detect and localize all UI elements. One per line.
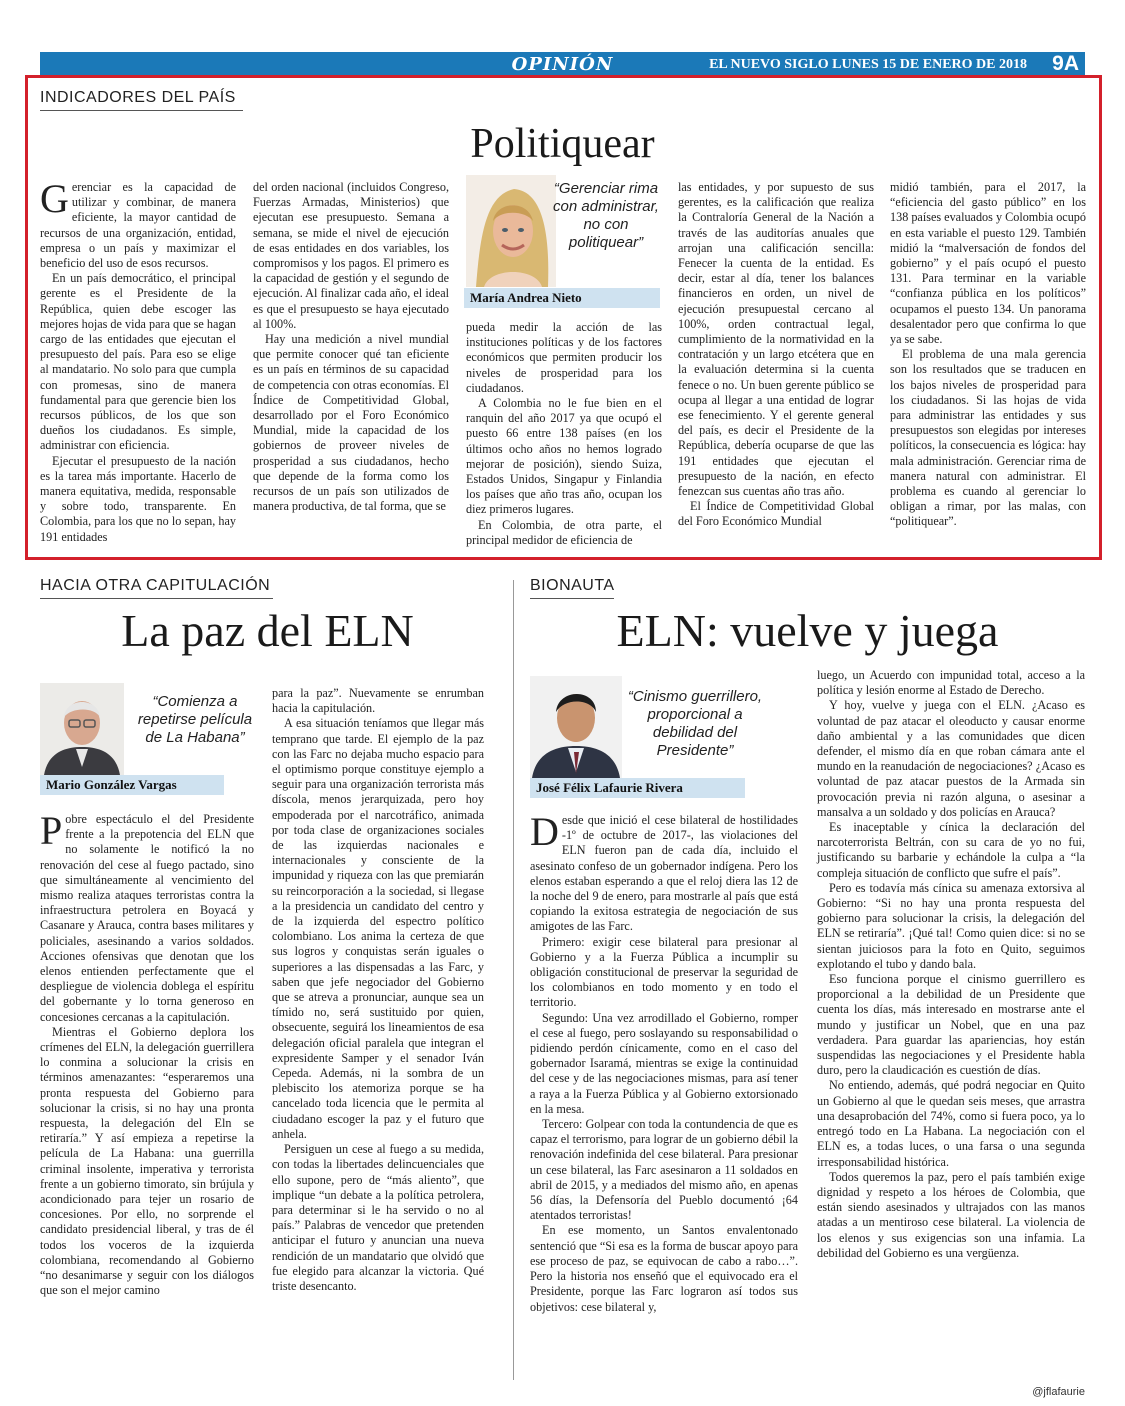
article2-author-photo: [40, 683, 124, 775]
article3-col2-p5: Eso funciona porque el cinismo guerrillero es proporcional a la debilidad de un Presidente que cuenta los días, más interesado en mostrarse ante el mundo y justificar un Nobel, que en una paz verdadera. Para guardar las apariencias, hoy están suspendidas las negociaciones y el Presidente habla duro, pero la claudicación es cuestión de días.: [817, 972, 1085, 1078]
article1-author-name: María Andrea Nieto: [464, 288, 660, 308]
article1-kicker: INDICADORES DEL PAÍS: [40, 89, 236, 106]
article1-col5-p1: midió también, para el 2017, la “eficiencia del gasto público” en los 138 países evaluados y Colombia ocupó en esta variable el puesto 129. También midió la “malversación de fondos del gobierno” y el país ocupó el puesto 131. Para terminar en la variable “confianza pública en los políticos” ocupamos el puesto 134. Un panorama desalentador pero que confirma lo que ya se sabe.: [890, 180, 1086, 347]
section-name: OPINIÓN: [511, 54, 614, 75]
article1-col1-p1: [40, 176, 236, 271]
article2-drop-cap: P: [40, 808, 63, 853]
article1-col2-p2: Hay una medición a nivel mundial que permite conocer qué tan eficiente es un país en términos de su capacidad de competencia con otras economías. El Índice de Competitividad Global, desarrollado por el Foro Económico Mundial, mide la capacidad de los gobiernos de proveer niveles de prosperidad a sus ciudadanos, hecho que depende de la forma como los recursos de un país son utilizados de manera productiva, de tal forma, que se: [253, 332, 449, 514]
article3-col1-p1: [530, 809, 798, 935]
article2-column-2: [272, 686, 484, 1294]
article2-kicker: HACIA OTRA CAPITULACIÓN: [40, 577, 271, 594]
article2-col2-p2: A esa situación teníamos que llegar más temprano que tarde. El ejemplo de la paz con las Farc no dejaba mucho espacio para el optimismo porque constituye ejemplo a seguir para una organización terrorista más díscola, menos jerarquizada, pero hoy empoderada por el narcotráfico, animada por toda clase de organizaciones sociales de las izquierdas nacionales e internacionales y consciente de la impunidad y riqueza con las que premiarán su reincorporación a la sociedad, si llegase a la presidencia un candidato del centro y de la izquierda del espectro político colombiano. Los anima la certeza de que sus logros y conquistas serán iguales o superiores a las dispensadas a las Farc, y saben que jefe negociador del Gobierno que se atreva a pronunciar, aunque sea un tímido no, será sustituido por quien, obsecuente, seguirá los lineamientos de esa delegación oficial paralela que integran el expresidente Samper y el senador Iván Cepeda. Además, ni la sombra de un plebiscito los atemoriza porque se ha cancelado toda licencia que le permita al ciudadano escoger la paz y el futuro que anhela.: [272, 716, 484, 1141]
article2-col1-p2: Mientras el Gobierno deplora los crímenes del ELN, la delegación guerrillera lo conmina a solucionar la crisis en términos amenazantes: “esperaremos una pronta respuesta del Gobierno para solucionar la crisis, si no hay una pronta respuesta, la delegación del Eln se retiraría.” Y así empieza a repetirse la película de La Habana: una guerrilla criminal insolente, imperativa y terrorista frente a un gobierno timorato, sin brújula y acondicionado para tejer un rosario de concesiones. Por ello, no sorprende el candidato presidencial liberal, y tras de él todos los voceros de la izquierda colombiana, recomendando al Gobierno “no desanimarse y seguir con los diálogos que son el mejor camino: [40, 1024, 254, 1298]
article3-col1-p3: Segundo: Una vez arrodillado el Gobierno, romper el cese al fuego, pero soslayando su responsabilidad o pidiendo perdón cínicamente, como en el caso del gobernador Isaramá, mientras se exige la continuidad del cese y de las negociaciones mismas, para así tener a raya a la Fuerza Pública y al Gobierno extorsionado en la mesa.: [530, 1010, 798, 1116]
article1-col1-p3: Ejecutar el presupuesto de la nación es la tarea más importante. Hacerlo de manera equitativa, medida, responsable y sobre todo, transparente. En Colombia, para los que no lo sepan, hay 191 entidades: [40, 453, 236, 544]
article1-col2-p1: del orden nacional (incluidos Congreso, Fuerzas Armadas, Ministerios) que ejecutan ese presupuesto. Semana a semana, se mide el nivel de ejecución de esas entidades en dos variables, los compromisos y los pagos. El primero es la capacidad de gestión y el segundo de ejecución. Al finalizar cada año, el ideal es que el presupuesto se haya ejecutado al 100%.: [253, 180, 449, 331]
article1-col4-p2: El Índice de Competitividad Global del Foro Económico Mundial: [678, 499, 874, 529]
article1-col5-p2: El problema de una mala gerencia son los resultados que se traducen en los bajos niveles de prosperidad para los ciudadanos. Si las hojas de vida para administrar las entidades y sus presupuestos son elegidas por intereses políticos, la consecuencia es lógica: hay mala administración. Gerenciar rima de manera natural con administrar. El problema es cuando al gerenciar lo obligan a rimar, por las malas, con “politiquear”.: [890, 347, 1086, 529]
article2-title: La paz del ELN: [121, 605, 414, 656]
article1-col3-p1: pueda medir la acción de las instituciones políticas y de los factores económicos que permiten producir los niveles de prosperidad para los ciudadanos.: [466, 320, 662, 395]
masthead-date: EL NUEVO SIGLO LUNES 15 DE ENERO DE 2018: [709, 57, 1027, 72]
article2-col2-p3: Persiguen un cese al fuego a su medida, con todas la libertades delincuenciales que ello supone, pero de “más aliento”, que implique “un debate a la política petrolera, para determinar si le ha servido o no al país.” Palabras de vencedor que pretenden anticipar el futuro y anuncian una nueva rendición de un mandatario que olvidó que fue elegido para alcanzar la victoria. Qué triste desencanto.: [272, 1142, 484, 1293]
article3-col1-p2: Primero: exigir cese bilateral para presionar al Gobierno y a la Fuerza Pública a incumplir su obligación constitucional de preservar la seguridad de los colombianos en todo momento y en todo el territorio.: [530, 934, 798, 1010]
article1-column-1: [40, 176, 236, 545]
article3-col1-p4: Tercero: Golpear con toda la contundencia de que es capaz el terrorismo, para lograr de un gobierno débil la renovación indefinida del cese bilateral. Para presionar un cese bilateral, las Farc asesinaron a 11 soldados en abril de 2015, y a mediados del mismo año, en apenas 56 días, la Defensoría del Pueblo documentó ¡64 atentados terroristas!: [530, 1117, 799, 1223]
article1-pull-quote: “Gerenciar rima con administrar, no con politiquear”: [553, 180, 659, 251]
article3-kicker-rule: [530, 598, 614, 599]
article1-col3-p2: A Colombia no le fue bien en el ranquin del año 2017 ya que ocupó el puesto 66 entre 138 países (en los últimos ocho años no hemos logrado mejorar de posición), siendo Suiza, Estados Unidos, Singapur y Finlandia los países que año tras año, ocupan los diez primeros lugares.: [466, 396, 662, 517]
article3-column-2: [817, 668, 1085, 1261]
article3-col2-p4: Pero es todavía más cínica su amenaza extorsiva al Gobierno: “Si no hay una pronta respuesta del gobierno para solucionar la crisis, la delegación del ELN se retiraría”. ¡Qué tal! Como quien dice: si no se sientan juiciosos para la foto en Quito, seguimos explotando el tubo y dando bala.: [817, 880, 1085, 971]
article1-author-photo: [466, 175, 556, 287]
article2-kicker-rule: [40, 598, 273, 599]
article1-title: Politiquear: [470, 121, 655, 167]
article3-col2-p6: No entiendo, además, qué podrá negociar en Quito un Gobierno al que le quedan seis meses, que arrastra una desaprobación del 74%, como si fuera poco, ya lo entregó todo en La Habana. La negociación con el ELN es, a todas luces, o una farsa o una segunda irresponsabilidad histórica.: [817, 1078, 1085, 1169]
article1-column-4: [678, 180, 874, 530]
article3-col2-p7: Todos queremos la paz, pero el país también exige dignidad y respeto a los héroes de Colombia, que están siendo asesinados y ultrajados con las manos atadas a un mentiroso cese bilateral. La violencia de los elenos y sus exigencias son una infamia. La debilidad del Gobierno es una vergüenza.: [817, 1169, 1085, 1260]
article3-col2-p2: Y hoy, vuelve y juega con el ELN. ¿Acaso es voluntad de paz atacar el oleoducto y causar enorme daño ambiental y a las comunidades que dicen defender, el mismo día en que roban cámara ante el mundo en la reanudación de negociaciones? ¿Acaso es voluntad de paz atacar puestos de la Armada sin provocación previa ni razón alguna, o asesinar a mansalva a un soldado y dos policías en Arauca?: [817, 698, 1085, 819]
article1-col4-p1: las entidades, y por supuesto de sus gerentes, es la calificación que realiza la Contraloría General de la Nación a través de las auditorías anuales que arrojan una calificación sencilla: Fenecer la cuenta de la entidad. Es decir, estar al día, tener los balances financieros en orden, un nivel de ejecución presupuestal cercano al 100%, orden contractual legal, cumplimiento de la normatividad en la contratación y un largo etcétera que en la evaluación determina si la cuenta fenece o no. Un buen gerente público se ocupa al llegar a una entidad de lograr ese fenecimiento. Y el gerente general del país, es decir el Presidente de la República, debería ocuparse de que las 191 entidades que ejecutan el presupuesto de la nación, en efecto fenezcan sus cuentas año tras año.: [678, 180, 874, 499]
article3-col2-p1: luego, un Acuerdo con impunidad total, acceso a la política y lesión enorme al Estado de Derecho.: [817, 668, 1085, 698]
article1-col1-p2: En un país democrático, el principal gerente es el Presidente de la República, quien debe escoger las mejores hojas de vida para que se hagan cargo de las entidades que ejecutan el presupuesto del país. Para eso se elige al mandatario. No solo para que cumpla con promesas, sino de manera fundamental para que gerencie bien los recursos públicos, de los que son dueños los ciudadanos. Es simple, administrar con eficiencia.: [40, 271, 236, 453]
page-number: 9A: [1052, 52, 1079, 75]
article3-kicker: BIONAUTA: [530, 577, 615, 594]
article1-col1-p1-text: erenciar es la capacidad de utilizar y combinar, de manera eficiente, la mayor cantidad de recursos de una organización, entidad, empresa o un país y maximizar el beneficio del uso de esos recursos.: [40, 180, 236, 271]
article3-pull-quote: “Cinismo guerrillero, proporcional a debilidad del Presidente”: [627, 688, 763, 759]
article3-author-name: José Félix Lafaurie Rivera: [530, 778, 745, 798]
article1-drop-cap: G: [40, 176, 69, 221]
article3-col1-p5: En ese momento, un Santos envalentonado sentenció que “Si esa es la forma de buscar apoyo para ese proceso de paz, se equivocan de cabo a rabo…”. Pero la historia nos enseñó que el equivocado era el Presidente, porque las Farc lograron así todos sus objetivos: cese bilateral y,: [530, 1223, 798, 1314]
article3-col2-p3: Es inaceptable y cínica la declaración del narcoterrorista Beltrán, con su cara de yo no fui, justificando su barbarie y echándole la culpa a “la compleja situación de conflicto que sufre el país”.: [817, 820, 1085, 880]
article1-column-5: [890, 180, 1086, 530]
article1-column-3: [466, 320, 662, 548]
article3-column-1: [530, 809, 799, 1315]
article3-drop-cap: D: [530, 809, 559, 854]
column-divider: [513, 580, 514, 1380]
article3-author-photo: [530, 676, 622, 778]
article3-col1-p1-text: esde que inició el cese bilateral de hostilidades -1º de octubre de 2017-, las violaciones del ELN fueron pan de cada día, incluido el asesinato confeso de un gobernador indígena. Pero los elenos estaban esperando a que el reloj diera las 12 de la noche del 9 de enero, para mostrarle al país que está copiando la exitosa estrategia de negociación de sus amigotes de las Farc.: [530, 813, 798, 934]
author-social-handle[interactable]: @jflafaurie: [1032, 1386, 1085, 1398]
article2-col1-p1-text: obre espectáculo el del Presidente frente a la prepotencia del ELN que no solamente le notificó la no renovación del cese al fuego pactado, sino que simultáneamente al vencimiento del mismo realiza ataques terroristas contra la infraestructura petrolera en Boyacá y Casanare y Arauca, contra bases militares y policiales, asesinando a varios soldados. Acciones ofensivas que denotan que los elenos entienden perfectamente que el despliegue de violencia doblega el espíritu del gobernante y lo torna generoso en concesiones cercanas a la capitulación.: [40, 812, 254, 1024]
article2-col1-p1: [40, 808, 254, 1025]
article2-col2-p1: para la paz”. Nuevamente se enrumban hacia la capitulación.: [272, 686, 484, 716]
article1-column-2: [253, 180, 449, 514]
article2-pull-quote: “Comienza a repetirse película de La Habana”: [137, 693, 253, 746]
article2-author-name: Mario González Vargas: [40, 775, 224, 795]
article2-column-1: [40, 808, 254, 1299]
article1-kicker-rule: [40, 110, 243, 111]
article3-title: ELN: vuelve y juega: [616, 605, 999, 656]
article1-col3-p3: En Colombia, de otra parte, el principal medidor de eficiencia de: [466, 517, 662, 547]
